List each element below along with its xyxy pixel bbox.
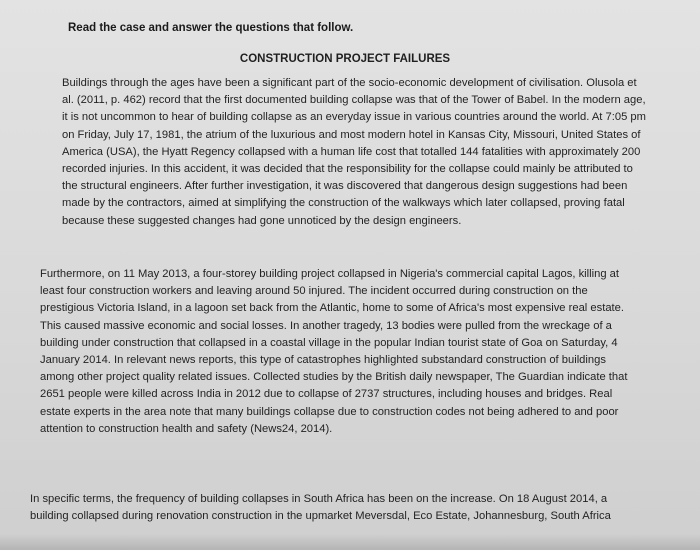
text-line: This caused massive economic and social losses. In another tragedy, 13 bodies were pulled from the wreckage of a: [40, 319, 612, 332]
paragraph-south-africa: [30, 491, 670, 525]
text-line: because these suggested changes had gone unnoticed by the design engineers.: [62, 214, 462, 227]
text-line: building under construction that collapsed in a coastal village in the popular Indian tourist state of Goa on Saturday, 4: [40, 336, 618, 349]
text-line: 2651 people were killed across India in 2012 due to collapse of 2737 structures, including houses and bridges. Real: [40, 388, 613, 401]
text-line: made by the contractors, aimed at simplifying the construction of the walkways which later collapsed, proving fatal: [62, 197, 625, 210]
text-line: building collapsed during renovation construction in the upmarket Meversdal, Eco Estate, Johannesburg, South Africa: [30, 510, 611, 523]
text-line: January 2014. In relevant news reports, this type of catastrophes highlighted substandard construction of buildings: [40, 354, 606, 367]
text-line: recorded injuries. In this accident, it was decided that the responsibility for the collapse could mainly be attributed to: [62, 163, 633, 176]
text-line: Buildings through the ages have been a significant part of the socio-economic development of civilisation. Olusola et: [62, 77, 637, 89]
text-line: prestigious Victoria Island, in a lagoon set back from the Atlantic, home to some of Africa's most expensive real estate.: [40, 302, 624, 315]
text-line: estate experts in the area note that many buildings collapse due to construction codes not being adhered to and poor: [40, 405, 619, 418]
case-title: CONSTRUCTION PROJECT FAILURES: [239, 53, 451, 65]
text-line: it is not uncommon to hear of building collapse as an everyday issue in various countries around the world. At 7:05 pm: [62, 111, 646, 124]
paragraph-lagos-goa: [40, 266, 660, 438]
text-line: the structural engineers. After further investigation, it was discovered that dangerous design suggestions had been: [62, 180, 628, 193]
text-line: attention to construction health and safety (News24, 2014).: [40, 422, 333, 435]
text-line: America (USA), the Hyatt Regency collapsed with a human life cost that totalled 144 fatalities with approximately 200: [62, 145, 641, 158]
case-instruction: Read the case and answer the questions that follow.: [68, 22, 354, 34]
text-line: Furthermore, on 11 May 2013, a four-storey building project collapsed in Nigeria's commercial capital Lagos, killing at: [40, 268, 619, 280]
paragraph-hyatt-regency: [62, 75, 662, 230]
text-line: In specific terms, the frequency of building collapses in South Africa has been on the increase. On 18 August 2014, a: [30, 493, 608, 505]
text-line: on Friday, July 17, 1981, the atrium of the luxurious and most modern hotel in Kansas City, Missouri, United States of: [62, 128, 641, 141]
text-line: al. (2011, p. 462) record that the first documented building collapse was that of the Tower of Babel. In the modern age,: [62, 94, 646, 107]
text-line: least four construction workers and leaving around 50 injured. The incident occurred during construction on the: [40, 285, 588, 298]
page-bottom-shadow: [0, 534, 700, 550]
text-line: among other project quality related issues. Collected studies by the British daily newspaper, The Guardian indicate that: [40, 371, 628, 384]
